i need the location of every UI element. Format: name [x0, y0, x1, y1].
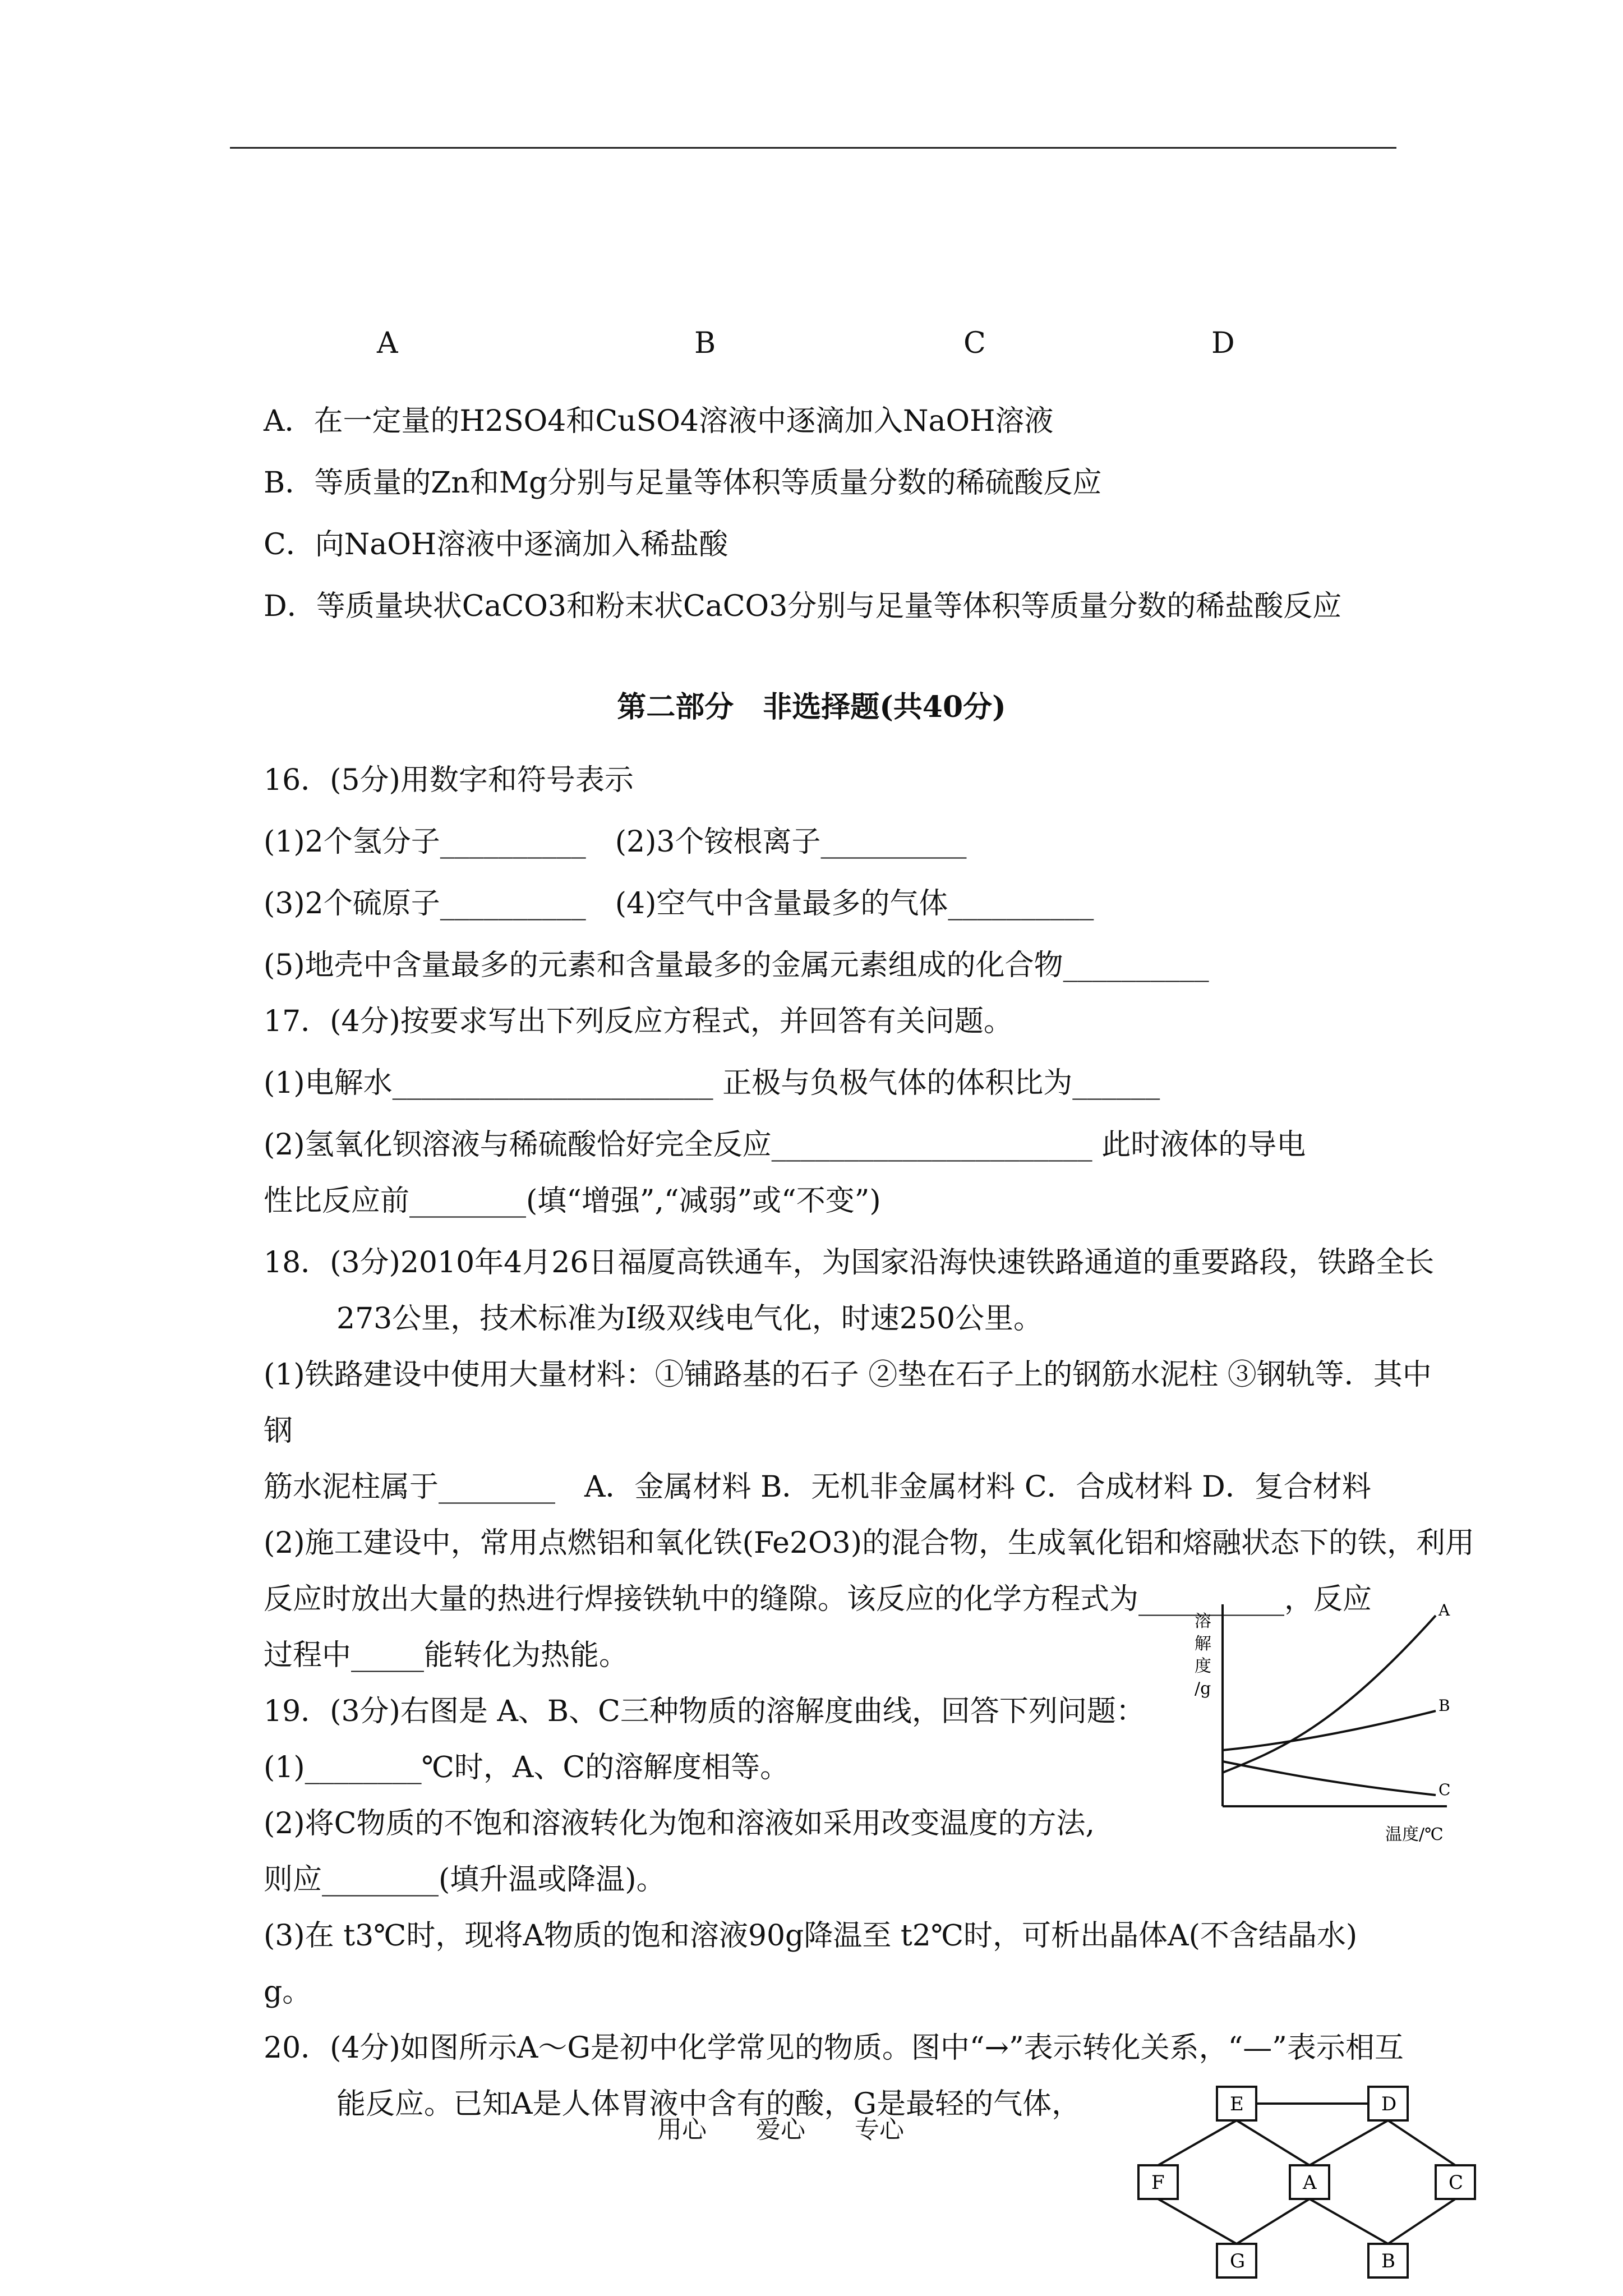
x-axis-label: 温度/℃ [1385, 1825, 1444, 1844]
q17-2a: (2)氢氧化钡溶液与稀硫酸恰好完全反应______________________ 此时液体的导电 [264, 1128, 1306, 1162]
choice-b: B．等质量的Zn和Mg分别与足量等体积等质量分数的稀硫酸反应 [264, 466, 1102, 500]
q16-3-4: (3)2个硫原子__________ (4)空气中含量最多的气体__________ [264, 887, 1094, 921]
q17-1: (1)电解水______________________ 正极与负极气体的体积比为______ [264, 1066, 1160, 1100]
q16-1-2: (1)2个氢分子__________ (2)3个铵根离子__________ [264, 825, 967, 859]
q19-1: (1)________℃时，A、C的溶解度相等。 [264, 1751, 790, 1784]
y-axis-label: 溶 [1195, 1612, 1211, 1631]
svg-text:G: G [1230, 2250, 1246, 2272]
reaction-network [1133, 2076, 1481, 2294]
q17-2b: 性比反应前________(填“增强”,“减弱”或“不变”) [264, 1184, 881, 1218]
series-a-label: A [1438, 1601, 1450, 1619]
svg-text:F: F [1151, 2171, 1165, 2194]
section-title: 第二部分 非选择题(共40分) [617, 690, 1006, 724]
q19-2b: 则应________(填升温或降温)。 [264, 1863, 666, 1897]
option-label-c: C [963, 326, 986, 360]
curve-a [1223, 1616, 1436, 1773]
q18-b: 273公里，技术标准为Ⅰ级双线电气化，时速250公里。 [336, 1302, 1043, 1336]
q18-1a: (1)铁路建设中使用大量材料：①铺路基的石子 ②垫在石子上的钢筋水泥柱 ③钢轨等．其中 [264, 1358, 1432, 1392]
svg-text:/g: /g [1195, 1679, 1211, 1699]
choice-d: D．等质量块状CaCO3和粉末状CaCO3分别与足量等体积等质量分数的稀盐酸反应 [264, 590, 1342, 623]
q18-2a: (2)施工建设中，常用点燃铝和氧化铁(Fe2O3)的混合物，生成氧化铝和熔融状态下的铁，利用 [264, 1526, 1475, 1560]
solubility-graph [1189, 1593, 1458, 1851]
q18-1c: 筋水泥柱属于________ A．金属材料 B．无机非金属材料 C．合成材料 D．复合材料 [264, 1470, 1371, 1504]
series-b-label: B [1438, 1696, 1450, 1715]
svg-text:度: 度 [1195, 1657, 1211, 1676]
q20-b: 能反应。已知A是人体胃液中含有的酸，G是最轻的气体， [336, 2087, 1081, 2121]
option-label-a: A [377, 326, 398, 360]
curve-c [1223, 1761, 1436, 1795]
header-rule [230, 147, 1396, 149]
q19: 19．(3分)右图是 A、B、C三种物质的溶解度曲线，回答下列问题： [264, 1695, 1145, 1728]
svg-text:D: D [1381, 2093, 1397, 2115]
q19-2a: (2)将C物质的不饱和溶液转化为饱和溶液如采用改变温度的方法, [264, 1807, 1095, 1841]
q18-2b: 反应时放出大量的热进行焊接铁轨中的缝隙。该反应的化学方程式为__________，反应 [264, 1582, 1372, 1616]
choice-c: C．向NaOH溶液中逐滴加入稀盐酸 [264, 528, 728, 562]
svg-text:C: C [1449, 2171, 1464, 2194]
series-c-label: C [1438, 1780, 1451, 1799]
q19-3a: (3)在 t3℃时，现将A物质的饱和溶液90g降温至 t2℃时，可析出晶体A(不含结晶水) [264, 1919, 1358, 1953]
svg-text:E: E [1230, 2093, 1244, 2115]
q16: 16．(5分)用数字和符号表示 [264, 763, 634, 797]
choice-a: A．在一定量的H2SO4和CuSO4溶液中逐滴加入NaOH溶液 [264, 404, 1054, 438]
q18-2c: 过程中_____能转化为热能。 [264, 1639, 629, 1672]
svg-text:B: B [1381, 2250, 1395, 2272]
q18: 18．(3分)2010年4月26日福厦高铁通车，为国家沿海快速铁路通道的重要路段，铁路全长 [264, 1246, 1435, 1280]
option-label-b: B [694, 326, 716, 360]
q18-1b: 钢 [264, 1414, 293, 1448]
q16-5: (5)地壳中含量最多的元素和含量最多的金属元素组成的化合物__________ [264, 949, 1209, 982]
q17: 17．(4分)按要求写出下列反应方程式，并回答有关问题。 [264, 1005, 1013, 1038]
svg-text:解: 解 [1195, 1634, 1211, 1654]
option-label-d: D [1211, 326, 1235, 360]
footer: 用心 爱心 专心 [657, 2115, 904, 2144]
q20: 20．(4分)如图所示A～G是初中化学常见的物质。图中“→”表示转化关系，“—”表示相互 [264, 2031, 1404, 2065]
svg-text:A: A [1303, 2171, 1317, 2194]
q19-3b: g。 [264, 1975, 312, 2009]
